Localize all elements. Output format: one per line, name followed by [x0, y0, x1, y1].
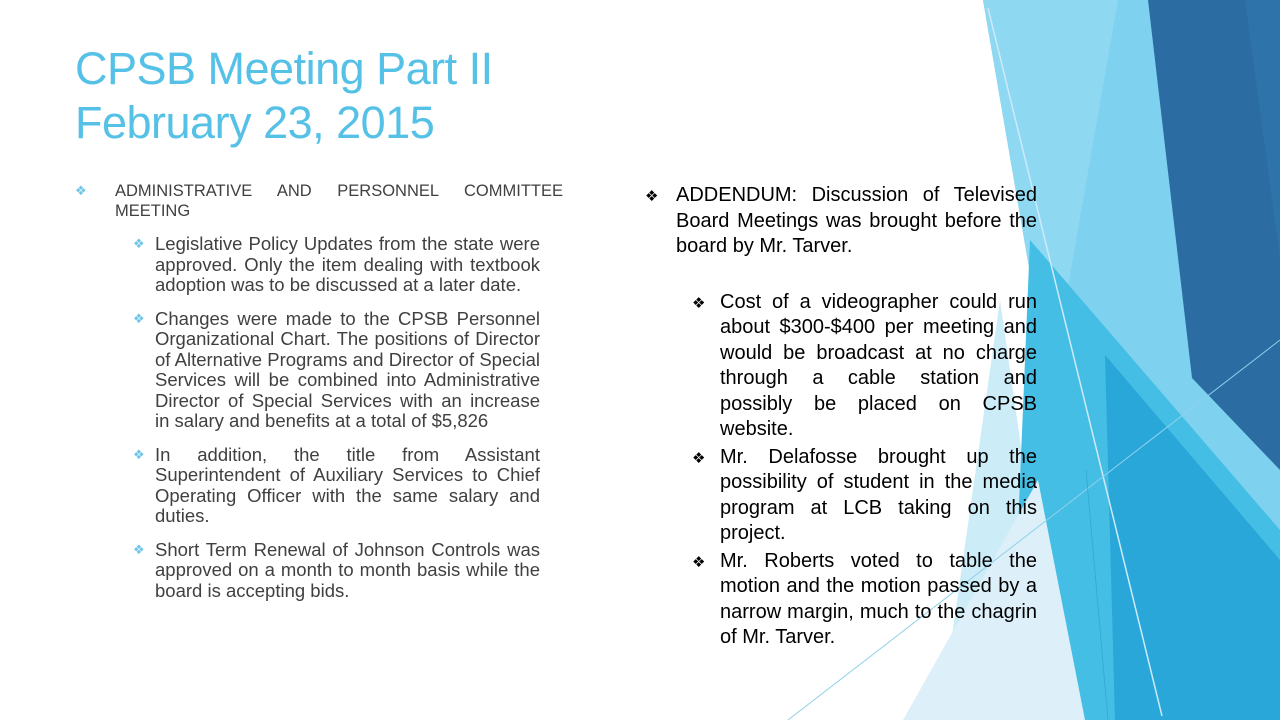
slide-title-line-1: CPSB Meeting Part II [75, 43, 493, 94]
diamond-bullet-icon: ❖ [692, 293, 706, 312]
right-bullet-text: Mr. Roberts voted to table the motion and the motion passed by a narrow margin, much to the chagrin of Mr. Tarver. [720, 549, 1037, 648]
left-bullet-text: Legislative Policy Updates from the state were approved. Only the item dealing with textbook adoption was to be discussed at a later date. [155, 233, 540, 295]
left-bullet-item [75, 445, 563, 527]
left-bullet-item [75, 309, 563, 432]
left-heading-text: ADMINISTRATIVE AND PERSONNEL COMMITTEE MEETING [115, 182, 563, 220]
diamond-bullet-icon: ❖ [133, 311, 145, 327]
right-bullet-item [645, 445, 1037, 547]
diamond-bullet-icon: ❖ [692, 552, 706, 571]
diamond-bullet-icon: ❖ [645, 187, 659, 205]
right-bullet-item [645, 290, 1037, 443]
left-bullet-text: Short Term Renewal of Johnson Controls was approved on a month to month basis while the board is accepting bids. [155, 538, 540, 601]
diamond-bullet-icon: ❖ [75, 184, 87, 199]
slide-title [75, 42, 493, 150]
right-heading-text: ADDENDUM: Discussion of Televised Board Meetings was brought before the board by Mr. Tarver. [676, 184, 1037, 257]
right-bullet-text: Mr. Delafosse brought up the possibility of student in the media program at LCB taking on this project. [720, 445, 1037, 544]
diamond-bullet-icon: ❖ [692, 448, 706, 467]
diamond-bullet-icon: ❖ [133, 542, 145, 558]
right-text-column [645, 183, 1037, 651]
left-text-column [75, 181, 563, 601]
right-heading-item [645, 183, 1037, 260]
diamond-bullet-icon: ❖ [133, 237, 145, 252]
left-bullet-text: In addition, the title from Assistant Superintendent of Auxiliary Services to Chief Operating Officer with the same salary and duties. [155, 443, 540, 526]
slide-title-line-2: February 23, 2015 [75, 97, 435, 148]
left-bullet-item [75, 540, 563, 602]
right-bullet-item [645, 549, 1037, 651]
diamond-bullet-icon: ❖ [133, 447, 145, 463]
left-bullet-item [75, 234, 563, 296]
left-heading-item [75, 181, 563, 221]
left-bullet-text: Changes were made to the CPSB Personnel Organizational Chart. The positions of Director of Alternative Programs and Director of Special Services will be combined into Administrative Director of Special Services with an increase in salary and benefits at a total of $5,826 [155, 307, 540, 431]
right-bullet-text: Cost of a videographer could run about $300-$400 per meeting and would be broadcast at no charge through a cable station and possibly be placed on CPSB website. [720, 290, 1037, 440]
